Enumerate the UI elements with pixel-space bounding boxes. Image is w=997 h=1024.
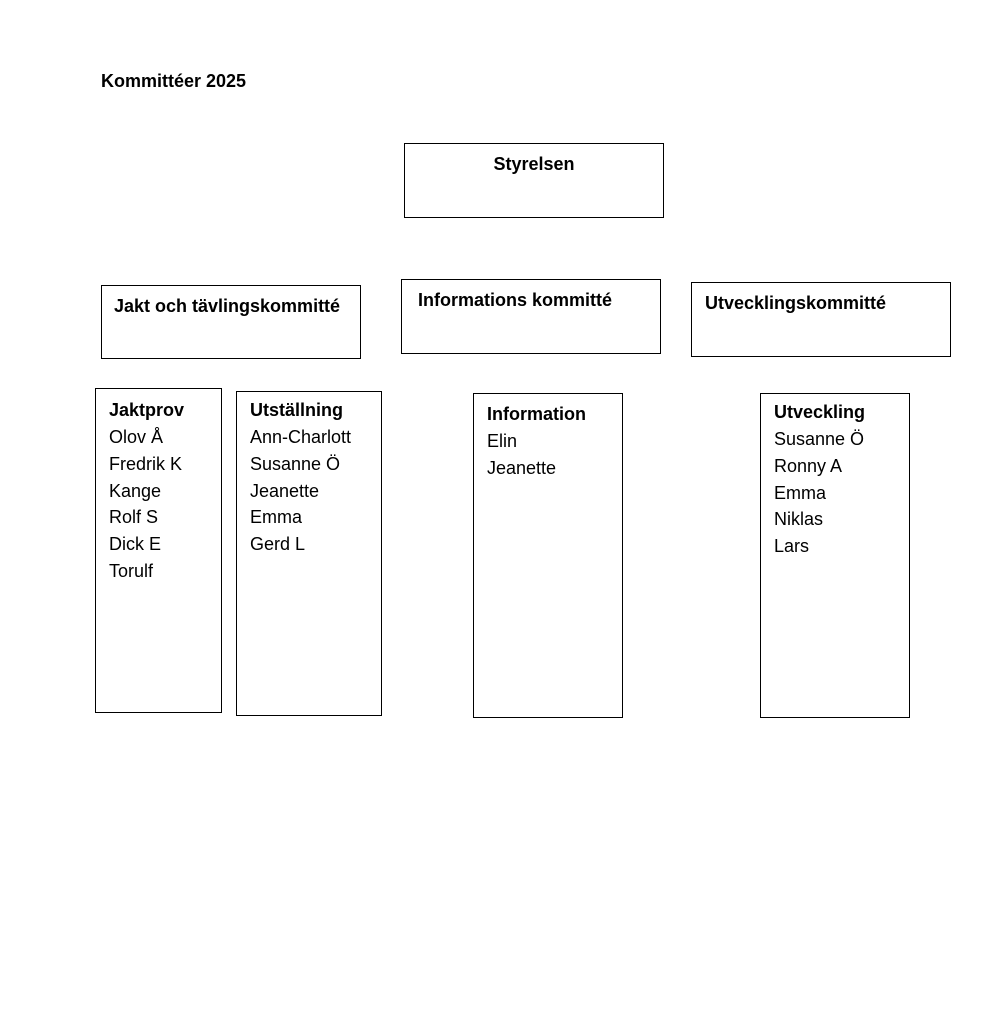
member-name: Niklas: [774, 509, 824, 530]
member-name: Kange: [109, 480, 162, 501]
board-title: Styrelsen: [493, 154, 575, 174]
member-name: Fredrik K: [109, 453, 183, 474]
member-list-utstallning: [250, 424, 381, 558]
group-title-jaktprov: Jaktprov: [109, 400, 185, 420]
member-name: Jeanette: [487, 457, 557, 478]
page-title: Kommittéer 2025: [101, 71, 247, 91]
member-name: Ann-Charlott: [250, 427, 352, 447]
group-title-utstallning: Utställning: [250, 400, 343, 420]
member-name: Dick E: [109, 534, 162, 555]
group-box-jaktprov: [95, 388, 222, 713]
committee-title-information: Informations kommitté: [418, 290, 613, 310]
member-name: Susanne Ö: [774, 429, 865, 449]
member-name: Lars: [774, 536, 810, 557]
member-name: Rolf S: [109, 507, 159, 528]
committee-box-information: [401, 279, 661, 354]
group-box-utveckling: [760, 393, 910, 718]
committee-title-jakt: Jakt och tävlingskommitté: [114, 296, 341, 316]
member-name: Emma: [774, 482, 827, 503]
group-box-information: [473, 393, 623, 718]
member-name: Susanne Ö: [250, 453, 341, 474]
member-name: Olov Å: [109, 427, 164, 447]
member-name: Elin: [487, 431, 518, 451]
member-name: Emma: [250, 507, 303, 528]
member-list-utveckling: [774, 426, 909, 560]
committee-title-utveckling: Utvecklingskommitté: [705, 293, 887, 313]
member-name: Jeanette: [250, 480, 320, 501]
group-box-utstallning: [236, 391, 382, 716]
member-list-jaktprov: [109, 424, 221, 585]
member-name: Ronny A: [774, 455, 843, 476]
group-title-information: Information: [487, 404, 586, 424]
group-title-utveckling: Utveckling: [774, 402, 866, 422]
board-box: [404, 143, 664, 218]
committee-box-jakt: [101, 285, 361, 359]
member-name: Gerd L: [250, 534, 306, 555]
committee-box-utveckling: [691, 282, 951, 357]
member-name: Torulf: [109, 560, 154, 581]
member-list-information: [487, 428, 622, 482]
